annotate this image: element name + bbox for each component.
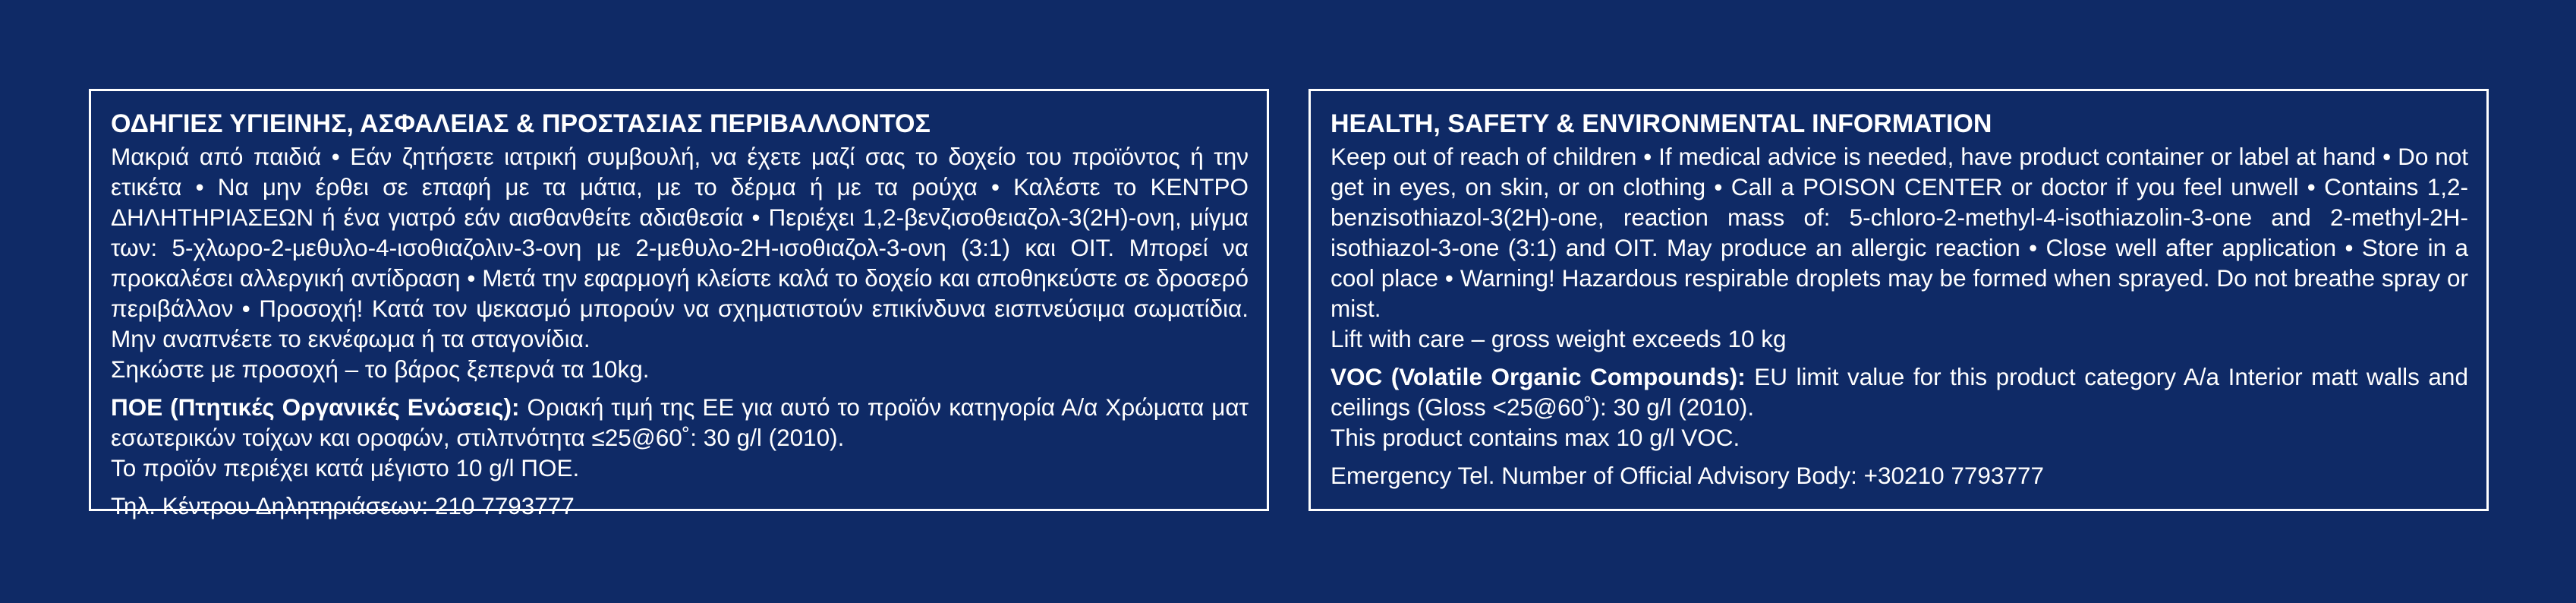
english-emergency-phone: Emergency Tel. Number of Official Advisory Body: +30210 7793777 — [1331, 462, 2045, 489]
english-voc-text: EU limit value for this product category A/a Interior matt walls and ceilings (Gloss <25@60˚): 30 g/l (2010). — [1331, 363, 2468, 421]
greek-info-panel — [89, 89, 1269, 519]
greek-panel-title: ΟΔΗΓΙΕΣ ΥΓΙΕΙΝΗΣ, ΑΣΦΑΛΕΙΑΣ & ΠΡΟΣΤΑΣΙΑΣ ΠΕΡΙΒΑΛΛΟΝΤΟΣ — [111, 109, 931, 138]
greek-voc-text: Οριακή τιμή της ΕΕ για αυτό το προϊόν κατηγορία Α/α Χρώματα ματ εσωτερικών τοίχων και οροφών, στιλπνότητα ≤25@60˚: 30 g/l (2010). — [111, 393, 1249, 451]
greek-emergency-phone: Τηλ. Κέντρου Δηλητηριάσεων: 210 7793777 — [111, 492, 575, 519]
english-voc-paragraph — [1331, 361, 2468, 422]
greek-voc-max: Το προϊόν περιέχει κατά μέγιστο 10 g/l ΠΟΕ. — [111, 454, 580, 481]
english-panel-title: HEALTH, SAFETY & ENVIRONMENTAL INFORMATION — [1331, 109, 1992, 138]
greek-safety-text: Μακριά από παιδιά • Εάν ζητήσετε ιατρική συμβουλή, να έχετε μαζί σας το δοχείο του προϊόντος ή την ετικέτα • Να μην έρθει σε επαφή με τα μάτια, με το δέρμα ή με τα ρούχα • Καλέστε το ΚΕΝΤΡΟ ΔΗΛΗΤΗΡΙΑΣΕΩΝ ή ένα γιατρό εάν αισθανθείτε αδιαθεσία • Περιέχει 1,2-βενζισοθειαζολ-3(2Η)-ονη, μίγμα των: 5-χλωρο-2-μεθυλο-4-ισοθιαζολιν-3-ονη με 2-μεθυλο-2Η-ισοθιαζολ-3-ονη (3:1) και ΟΙΤ. Μπορεί να προκαλέσει αλλεργική αντίδραση • Μετά την εφαρμογή κλείστε καλά το δοχείο και αποθηκεύστε σε δροσερό περιβάλλον • Προσοχή! Κατά τον ψεκασμό μπορούν να σχηματιστούν επικίνδυνα εισπνεύσιμα σωματίδια. Μην αναπνέετε το εκνέφωμα ή τα σταγονίδια. — [111, 143, 1249, 352]
greek-voc-paragraph — [111, 392, 1249, 453]
english-lift-warning: Lift with care – gross weight exceeds 10 kg — [1331, 325, 1787, 352]
english-voc-label: VOC (Volatile Organic Compounds): — [1331, 363, 1746, 390]
english-voc-max: This product contains max 10 g/l VOC. — [1331, 424, 1740, 451]
english-safety-text: Keep out of reach of children • If medical advice is needed, have product container or label at hand • Do not get in eyes, on skin, or on clothing • Call a POISON CENTER or doctor if you feel unwell • Contains 1,2-benzisothiazol-3(2H)-one, reaction mass of: 5-chloro-2-methyl-4-isothiazolin-3-one and 2-methyl-2H-isothiazol-3-one (3:1) and OIT. May produce an allergic reaction • Close well after application • Store in a cool place • Warning! Hazardous respirable droplets may be formed when sprayed. Do not breathe spray or mist. — [1331, 143, 2468, 322]
greek-lift-warning: Σηκώστε με προσοχή – το βάρος ξεπερνά τα 10kg. — [111, 355, 650, 383]
english-info-panel — [1308, 89, 2489, 511]
greek-voc-label: ΠΟΕ (Πτητικές Οργανικές Ενώσεις): — [111, 393, 520, 421]
